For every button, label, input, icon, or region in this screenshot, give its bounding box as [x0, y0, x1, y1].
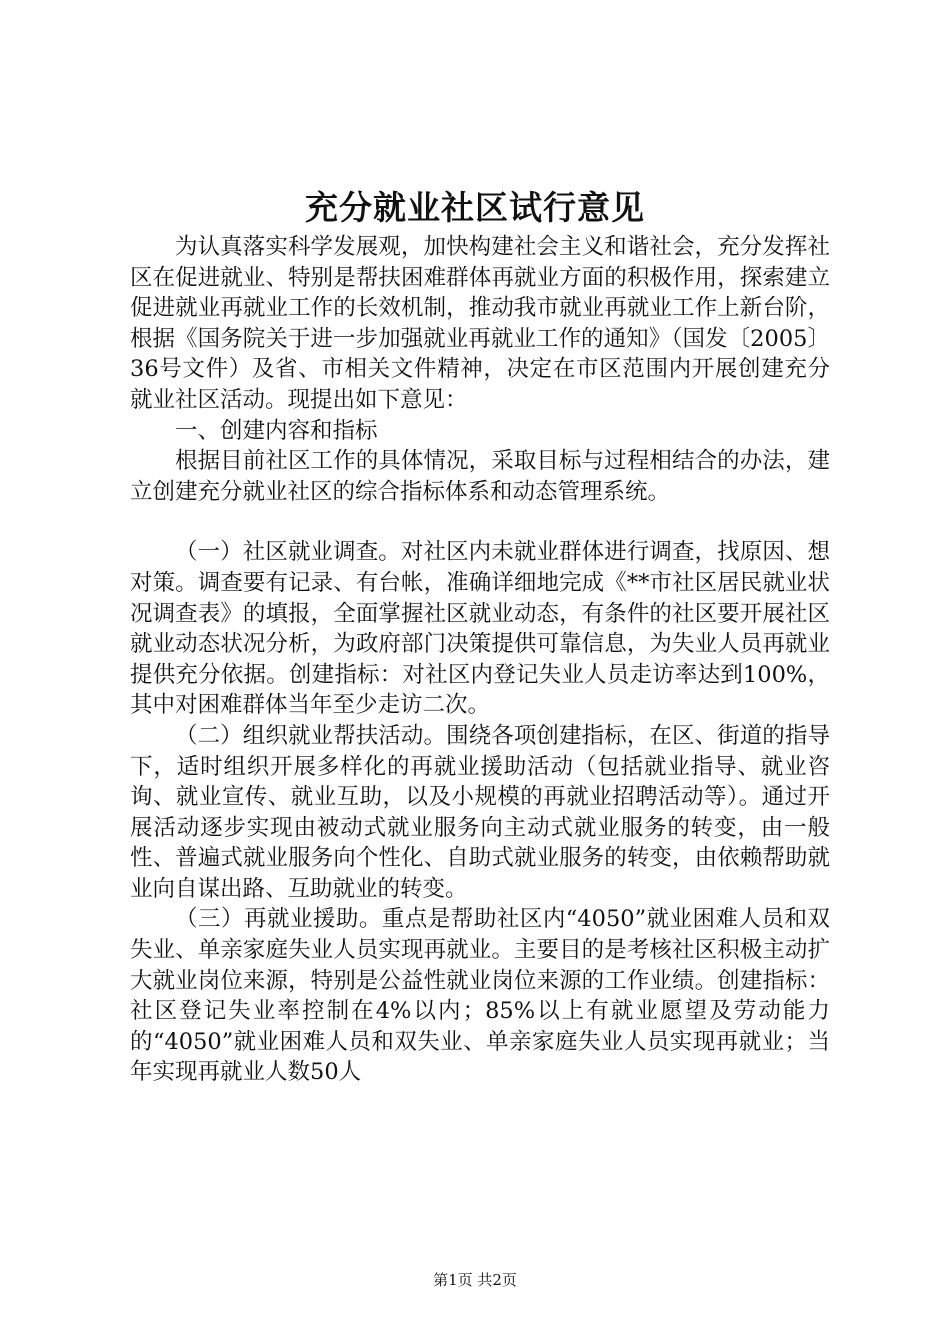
item-2-paragraph: （二）组织就业帮扶活动。围绕各项创建指标，在区、街道的指导下，适时组织开展多样化的再就业援助活动（包括就业指导、就业咨询、就业宣传、就业互助，以及小规模的再就业招聘活动等）。通过开展活动逐步实现由被动式就业服务向主动式就业服务的转变，由一般性、普遍式就业服务向个性化、自助式就业服务的转变，由依赖帮助就业向自谋出路、互助就业的转变。 — [130, 722, 830, 902]
document-body — [130, 232, 830, 1088]
item-3-paragraph: （三）再就业援助。重点是帮助社区内“4050”就业困难人员和双失业、单亲家庭失业人员实现再就业。主要目的是考核社区积极主动扩大就业岗位来源，特别是公益性就业岗位来源的工作业绩。创建指标：社区登记失业率控制在4%以内；85%以上有就业愿望及劳动能力的“4050”就业困难人员和双失业、单亲家庭失业人员实现再就业；当年实现再就业人数50人 — [130, 906, 830, 1086]
intro-paragraph: 为认真落实科学发展观，加快构建社会主义和谐社会，充分发挥社区在促进就业、特别是帮扶困难群体再就业方面的积极作用，探索建立促进就业再就业工作的长效机制，推动我市就业再就业工作上新台阶，根据《国务院关于进一步加强就业再就业工作的通知》（国发〔2005〕36号文件）及省、市相关文件精神，决定在市区范围内开展创建充分就业社区活动。现提出如下意见： — [130, 234, 830, 413]
item-1-paragraph: （一）社区就业调查。对社区内未就业群体进行调查，找原因、想对策。调查要有记录、有台帐，准确详细地完成《**市社区居民就业状况调查表》的填报，全面掌握社区就业动态，有条件的社区要开展社区就业动态状况分析，为政府部门决策提供可靠信息，为失业人员再就业提供充分依据。创建指标：对社区内登记失业人员走访率达到100%，其中对困难群体当年至少走访二次。 — [130, 539, 830, 719]
section-heading: 一、创建内容和指标 — [175, 417, 378, 444]
document-title: 充分就业社区试行意见 — [305, 188, 645, 227]
section-intro-paragraph: 根据目前社区工作的具体情况，采取目标与过程相结合的办法，建立创建充分就业社区的综合指标体系和动态管理系统。 — [130, 448, 830, 505]
page-footer: 第1页 共2页 — [433, 1271, 517, 1289]
